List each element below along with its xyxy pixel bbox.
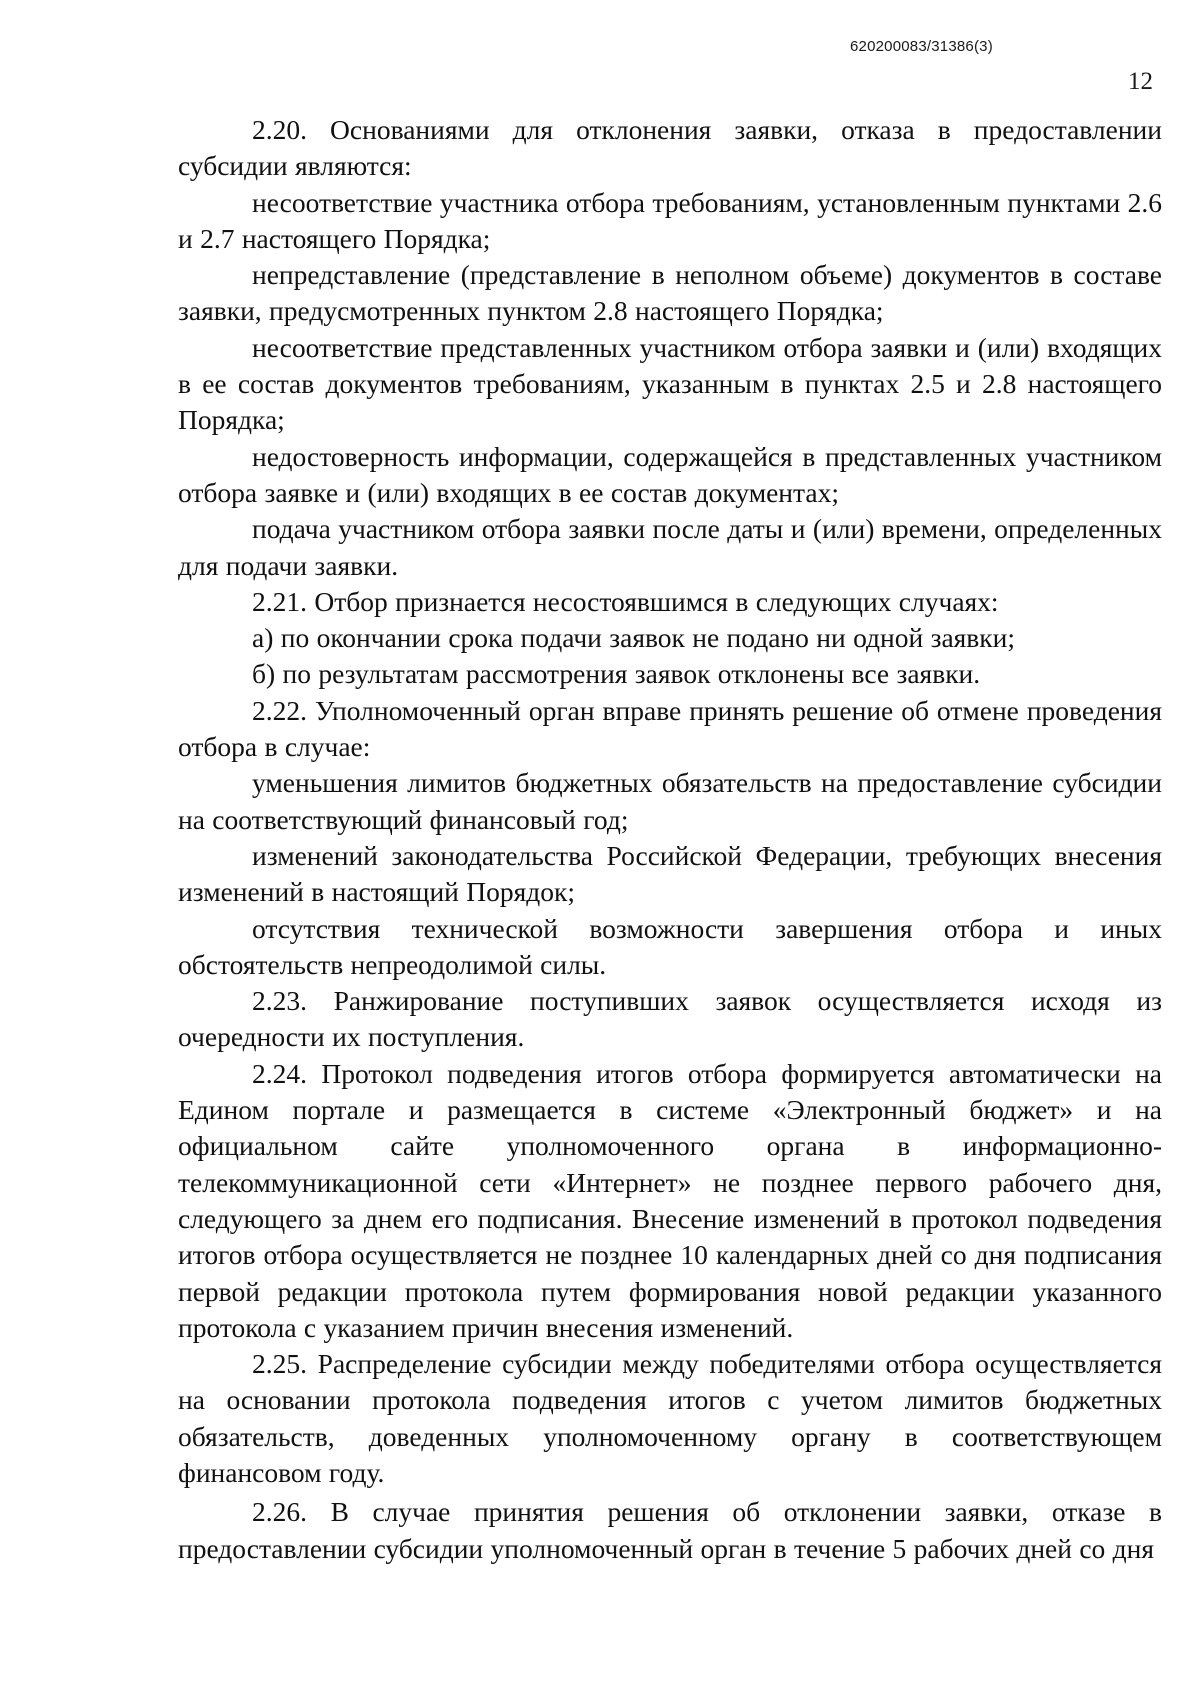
paragraph-2-24: 2.24. Протокол подведения итогов отбора формируется автоматически на Едином портале и размещается в системе «Электронный бюджет» и на официальном сайте уполномоченного органа в информационно-телекоммуникационной сети «Интернет» не позднее первого рабочего дня, следующего за днем его подписания. Внесение изменений в протокол подведения итогов отбора осуществляется не позднее 10 календарных дней со дня подписания первой редакции протокола путем формирования новой редакции указанного протокола с указанием причин внесения изменений. [178,1057,1162,1343]
paragraph-item: уменьшения лимитов бюджетных обязательств на предоставление субсидии на соответствующий финансовый год; [178,767,1162,835]
paragraph-item: отсутствия технической возможности завершения отбора и иных обстоятельств непреодолимой силы. [178,912,1162,980]
paragraph-2-25: 2.25. Распределение субсидии между победителями отбора осуществляется на основании протокола подведения итогов с учетом лимитов бюджетных обязательств, доведенных уполномоченному органу в соответствующем финансовом году. [178,1348,1162,1488]
paragraph-item: несоответствие участника отбора требованиям, установленным пунктами 2.6 и 2.7 настоящего Порядка; [178,186,1162,254]
paragraph-item: непредставление (представление в неполном объеме) документов в составе заявки, предусмотренных пунктом 2.8 настоящего Порядка; [178,259,1162,327]
document-id: 620200083/31386(3) [850,38,993,55]
paragraph-item: изменений законодательства Российской Федерации, требующих внесения изменений в настоящий Порядок; [178,839,1162,908]
paragraph-2-23: 2.23. Ранжирование поступивших заявок осуществляется исходя из очередности их поступления. [178,985,1162,1053]
document-body [178,112,1162,1567]
paragraph-2-22: 2.22. Уполномоченный орган вправе принять решение об отмене проведения отбора в случае: [178,694,1162,763]
paragraph-item: а) по окончании срока подачи заявок не подано ни одной заявки; [252,622,1015,654]
page-number: 12 [1128,68,1153,95]
paragraph-item: б) по результатам рассмотрения заявок отклонены все заявки. [252,658,981,690]
paragraph-2-21: 2.21. Отбор признается несостоявшимся в следующих случаях: [252,585,999,617]
paragraph-item: несоответствие представленных участником отбора заявки и (или) входящих в ее состав документов требованиям, указанным в пунктах 2.5 и 2.8 настоящего Порядка; [178,331,1162,436]
paragraph-item: подача участником отбора заявки после даты и (или) времени, определенных для подачи заявки. [178,513,1162,581]
paragraph-item: недостоверность информации, содержащейся в представленных участником отбора заявке и (или) входящих в ее состав документах; [178,440,1162,508]
paragraph-2-26: 2.26. В случае принятия решения об отклонении заявки, отказе в предоставлении субсидии уполномоченный орган в течение 5 рабочих дней со дня [178,1496,1162,1564]
paragraph-2-20: 2.20. Основаниями для отклонения заявки, отказа в предоставлении субсидии являются: [178,114,1162,182]
